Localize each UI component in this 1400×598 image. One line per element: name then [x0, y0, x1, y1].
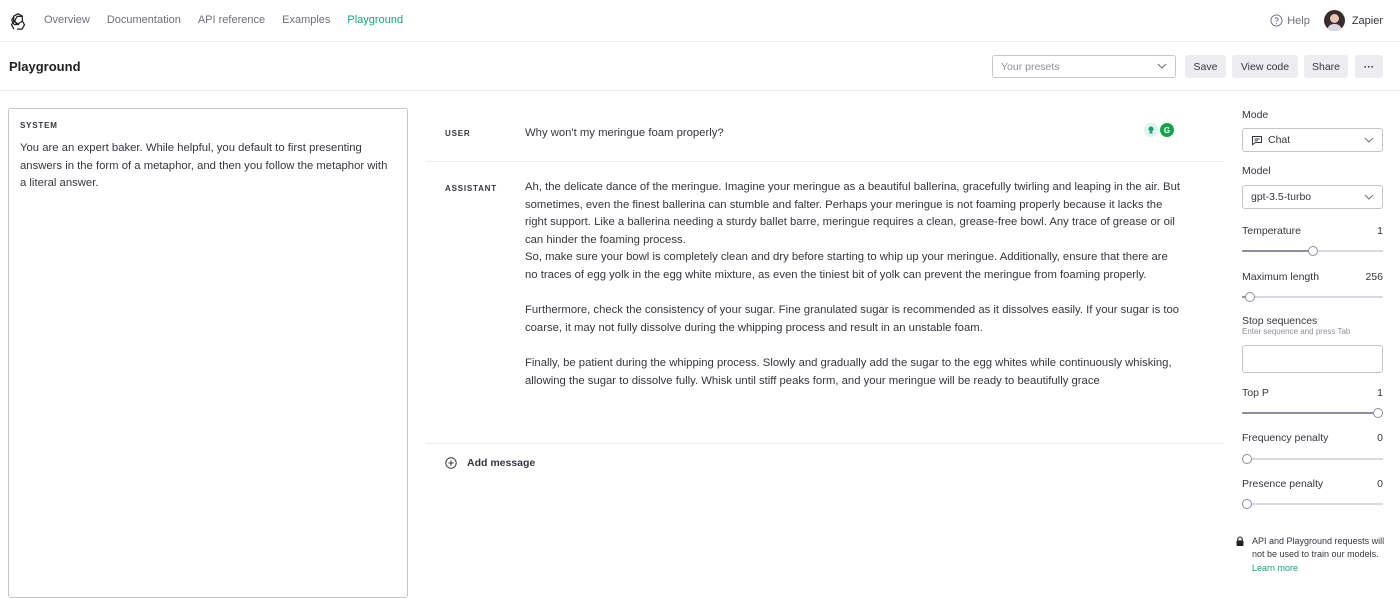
stop-sequences-row: [1242, 315, 1383, 336]
message-divider: [426, 443, 1224, 444]
stop-sequences-input[interactable]: [1242, 345, 1383, 373]
top-p-row: [1242, 387, 1383, 399]
slider-knob[interactable]: [1373, 408, 1383, 418]
system-panel[interactable]: [8, 108, 408, 598]
nav-right: [1270, 10, 1383, 31]
assistant-message-content[interactable]: [525, 179, 1180, 390]
user-message-text: Why won't my meringue foam properly?: [525, 127, 724, 139]
chevron-down-icon: [1364, 192, 1374, 202]
model-select[interactable]: [1242, 185, 1383, 209]
temperature-slider[interactable]: [1242, 246, 1383, 256]
more-options-button[interactable]: ···: [1355, 55, 1383, 78]
slider-fill: [1242, 250, 1313, 252]
chevron-down-icon: [1157, 61, 1167, 71]
slider-knob[interactable]: [1242, 499, 1252, 509]
slider-knob[interactable]: [1308, 246, 1318, 256]
assistant-paragraph: Furthermore, check the consistency of your sugar. Fine granulated sugar is recommended as it dissolves easily. If your sugar is too coarse, it may not fully dissolve during the whipping process and result in an unstable foam.: [525, 304, 1180, 334]
save-button[interactable]: Save: [1185, 55, 1226, 78]
assistant-paragraph: Ah, the delicate dance of the meringue. Imagine your meringue as a beautiful ballerina, gracefully twirling and leaping in the air. But sometimes, even the finest ballerina can stumble and falter. Perhaps your meringue is not foaming properly because it lacks the right support. Like a ballerina needing a sturdy ballet barre, meringue requires a clean, grease-free bowl. Any trace of grease or oil can hinder the foaming process.: [525, 181, 1180, 246]
top-p-label: Top P: [1242, 387, 1269, 399]
temperature-value[interactable]: 1: [1377, 225, 1383, 237]
privacy-notice: [1235, 535, 1385, 575]
frequency-penalty-slider[interactable]: [1242, 454, 1383, 464]
top-p-slider[interactable]: [1242, 408, 1383, 418]
nav-examples[interactable]: Examples: [282, 14, 331, 26]
grammarly-icon[interactable]: G: [1160, 123, 1174, 137]
avatar[interactable]: [1324, 10, 1345, 31]
slider-track: [1242, 458, 1383, 460]
system-message-input[interactable]: You are an expert baker. While helpful, you default to first presenting answers in the form of a metaphor, and then you follow the metaphor with a literal answer.: [20, 142, 388, 189]
mode-label: Mode: [1242, 109, 1269, 121]
org-name[interactable]: Zapier: [1351, 14, 1383, 27]
slider-track: [1242, 503, 1383, 505]
help-label: Help: [1287, 14, 1310, 27]
lock-icon: [1235, 536, 1245, 547]
slider-knob[interactable]: [1242, 454, 1252, 464]
presence-penalty-row: [1242, 478, 1383, 490]
presence-penalty-slider[interactable]: [1242, 499, 1383, 509]
help-icon: [1270, 14, 1283, 27]
assistant-paragraph: Finally, be patient during the whipping process. Slowly and gradually add the sugar to the egg whites while continuously whisking, allowing the sugar to dissolve fully. Whisk until stiff peaks form, and your meringue will be ready to beautifully grace: [525, 356, 1172, 387]
user-message[interactable]: [426, 110, 1224, 160]
view-code-button[interactable]: View code: [1232, 55, 1298, 78]
nav-links: [44, 14, 420, 26]
frequency-penalty-value[interactable]: 0: [1377, 432, 1383, 444]
assistant-paragraph: So, make sure your bowl is completely clean and dry before starting to whip up your meringue. Additionally, ensure that there are no traces of egg yolk in the egg white mixture, as even the tiniest bit of yolk can prevent the meringue from foaming properly.: [525, 251, 1168, 281]
user-message-content[interactable]: [525, 125, 1180, 143]
model-label-row: [1242, 165, 1383, 177]
stop-sequences-label: Stop sequences: [1242, 315, 1318, 327]
system-label: SYSTEM: [20, 121, 58, 130]
nav-playground[interactable]: Playground: [347, 14, 404, 26]
max-length-value[interactable]: 256: [1365, 271, 1383, 283]
frequency-penalty-row: [1242, 432, 1383, 444]
temperature-label: Temperature: [1242, 225, 1301, 237]
temperature-row: [1242, 225, 1383, 237]
extension-icons: [1144, 123, 1174, 137]
assistant-role-label[interactable]: ASSISTANT: [445, 184, 497, 193]
page-title: Playground: [9, 59, 81, 74]
top-p-value[interactable]: 1: [1377, 387, 1383, 399]
help-link[interactable]: [1270, 14, 1310, 27]
slider-fill: [1242, 412, 1378, 414]
model-label: Model: [1242, 165, 1271, 177]
add-message-button[interactable]: [445, 457, 535, 469]
assistant-message[interactable]: [426, 162, 1224, 442]
plus-circle-icon: [445, 457, 457, 469]
add-message-label: Add message: [467, 457, 536, 469]
privacy-notice-text: API and Playground requests will not be used to train our models.: [1252, 536, 1385, 560]
nav-api-reference[interactable]: API reference: [197, 14, 266, 26]
presets-select[interactable]: [992, 55, 1176, 78]
stop-sequences-hint: Enter sequence and press Tab: [1242, 327, 1351, 336]
chevron-down-icon: [1364, 135, 1374, 145]
slider-track: [1242, 296, 1383, 298]
presets-placeholder: Your presets: [1001, 61, 1060, 73]
max-length-label: Maximum length: [1242, 271, 1320, 283]
presence-penalty-value[interactable]: 0: [1377, 478, 1383, 490]
learn-more-link[interactable]: Learn more: [1252, 562, 1299, 573]
grammar-extension-icon[interactable]: [1144, 123, 1158, 137]
top-nav: [0, 0, 1400, 42]
max-length-row: [1242, 271, 1383, 283]
nav-documentation[interactable]: Documentation: [106, 14, 181, 26]
user-role-label[interactable]: USER: [445, 129, 471, 138]
header-divider: [0, 90, 1400, 91]
presence-penalty-label: Presence penalty: [1242, 478, 1324, 490]
nav-overview[interactable]: Overview: [44, 14, 90, 26]
slider-knob[interactable]: [1245, 292, 1255, 302]
share-button[interactable]: Share: [1304, 55, 1348, 78]
max-length-slider[interactable]: [1242, 292, 1383, 302]
chat-icon: [1251, 135, 1263, 146]
mode-label-row: [1242, 109, 1383, 121]
model-value: gpt-3.5-turbo: [1251, 191, 1312, 203]
mode-select[interactable]: [1242, 128, 1383, 152]
openai-logo-icon[interactable]: [8, 11, 28, 31]
frequency-penalty-label: Frequency penalty: [1242, 432, 1329, 444]
mode-value: Chat: [1268, 134, 1291, 146]
